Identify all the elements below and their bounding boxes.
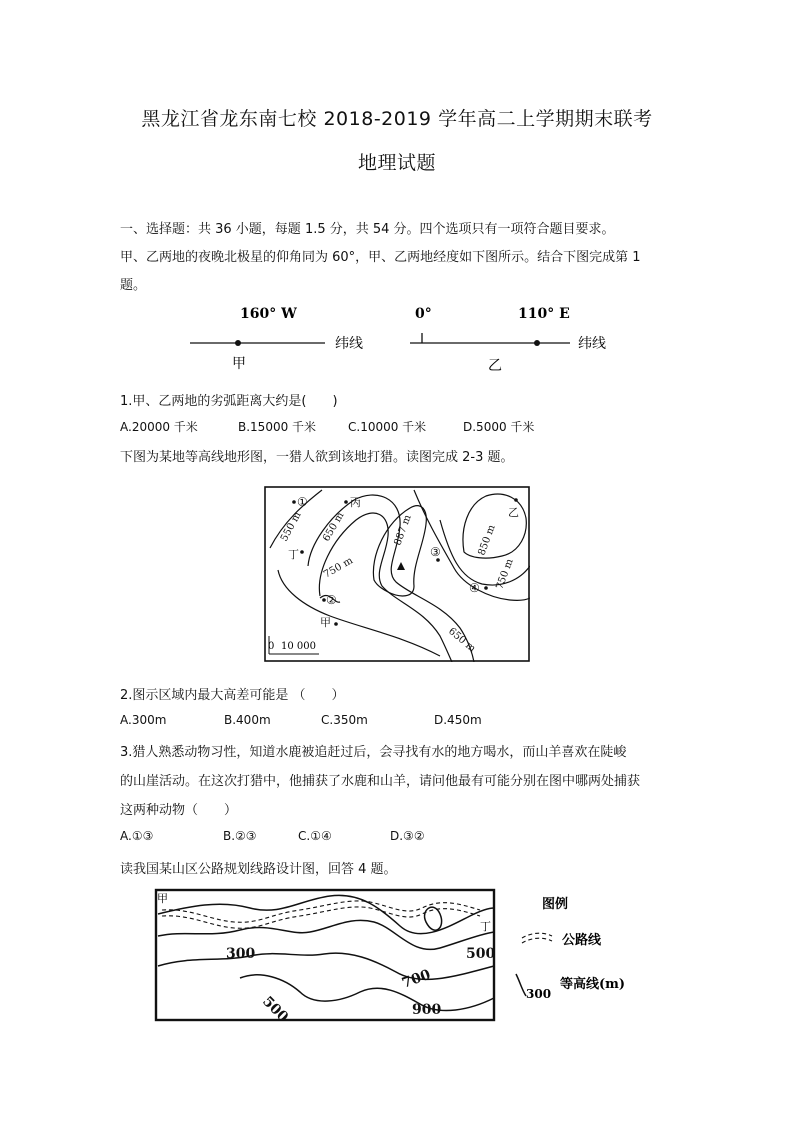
road-contour-lines [158,895,494,1010]
q2-option-b: B.400m [224,713,271,727]
q2-option-c: C.350m [321,713,368,727]
point-2-label: ② [326,593,337,607]
road-contour-2 [158,920,494,949]
q3-option-c: C.①④ [298,829,332,843]
point-4-dot [484,586,488,590]
legend-contour-label: 等高线(m) [560,977,626,992]
intro-line-1: 甲、乙两地的夜晚北极星的仰角同为 60°，甲、乙两地经度如下图所示。结合下图完成第 1 [120,250,641,265]
contour-850-east [463,494,526,558]
contour-lines [270,490,530,662]
q3-option-a: A.①③ [120,829,154,843]
q1-option-c: C.10000 千米 [348,420,427,434]
road-contour-label-500-east: 500 [466,946,496,962]
legend-contour-swatch [516,974,526,996]
question-3-line-2: 的山崖活动。在这次打猎中，他捕获了水鹿和山羊，请问他最有可能分别在图中哪两处捕获 [120,774,641,789]
scale-label-zero: 0 [268,641,275,652]
questions-2-3-intro: 下图为某地等高线地形图，一猎人欲到该地打猎。读图完成 2-3 题。 [120,450,514,465]
road-contour-label-900: 900 [412,1002,442,1018]
longitude-160w: 160° W [240,306,297,322]
legend-title: 图例 [542,897,569,912]
road-contour-closed [425,907,442,930]
latitude-label-left: 纬线 [335,336,363,352]
contour-label-550: 550 m [278,510,304,544]
point-jia-dot [334,622,338,626]
contour-label-850: 850 m [476,523,498,558]
place-bing-label: 丙 [350,496,361,509]
legend-road-label: 公路线 [562,933,602,948]
point-4-label: ④ [469,581,480,595]
road-map-point-ding: 丁 [480,920,491,933]
legend-contour-value: 300 [526,987,552,1001]
point-label-jia: 甲 [232,356,246,372]
scale-label-10000: 10 000 [281,641,316,652]
page-subtitle: 地理试题 [357,152,436,174]
question-1-options [120,418,534,435]
point-label-yi: 乙 [488,358,502,374]
point-yi-marker [534,340,540,346]
road-contour-label-700: 700 [399,966,433,992]
legend-road-swatch-upper [522,933,552,938]
page-title: 黑龙江省龙东南七校 2018-2019 学年高二上学期期末联考 [141,108,653,130]
contour-750-west [319,513,452,662]
question-3-line-1: 3.猎人熟悉动物习性，知道水鹿被追赶过后，会寻找有水的地方喝水，而山羊喜欢在陡峻 [120,745,627,760]
latitude-figure [180,300,640,378]
contour-label-650-east: 650 m [446,625,478,655]
question-3-options [120,829,425,843]
intro-line-2: 题。 [120,278,147,293]
point-yi-dot [514,498,518,502]
place-ding-label: 丁 [288,548,299,561]
contour-map [264,486,530,662]
road-contour-label-300: 300 [226,946,256,962]
point-1-label: ① [297,495,308,509]
point-3-label: ③ [430,545,441,559]
point-1-dot [292,500,296,504]
road-contour-label-500-west: 500 [259,993,292,1026]
road-contour-3 [158,953,494,979]
road-map-point-jia: 甲 [157,892,168,905]
place-yi-label: 乙 [508,506,519,519]
point-jia-marker [235,340,241,346]
road-line-lower [162,907,480,928]
question-3-line-3: 这两种动物（ ） [120,803,238,818]
summit-triangle-icon [397,562,405,570]
contour-label-887: 887 m [392,513,414,548]
q2-option-d: D.450m [434,713,482,727]
longitude-0: 0° [415,306,432,322]
question-2-options [120,713,482,727]
q2-option-a: A.300m [120,713,167,727]
point-bing-dot [344,500,348,504]
road-planning-map [150,886,650,1026]
place-jia-label: 甲 [320,616,331,629]
q1-option-d: D.5000 千米 [463,420,535,434]
q1-option-b: B.15000 千米 [238,420,317,434]
contour-label-750-west: 750 m [322,555,355,581]
question-4-intro: 读我国某山区公路规划线路设计图，回答 4 题。 [120,862,397,877]
q3-option-d: D.③② [390,829,425,843]
section-instructions: 一、选择题：共 36 小题，每题 1.5 分，共 54 分。四个选项只有一项符合题目要求。 [120,222,615,237]
question-2-stem: 2.图示区域内最大高差可能是 （ ） [120,688,345,703]
point-ding-dot [300,550,304,554]
contour-label-650-west: 650 m [321,510,347,544]
question-1-stem: 1.甲、乙两地的劣弧距离大约是( ) [120,394,338,409]
q3-option-b: B.②③ [223,829,257,843]
longitude-110e: 110° E [518,306,570,322]
legend-road-swatch-lower [522,938,552,943]
contour-label-750-east: 750 m [494,557,516,592]
map-frame [265,487,529,661]
latitude-label-right: 纬线 [578,336,606,352]
q1-option-a: A.20000 千米 [120,420,198,434]
